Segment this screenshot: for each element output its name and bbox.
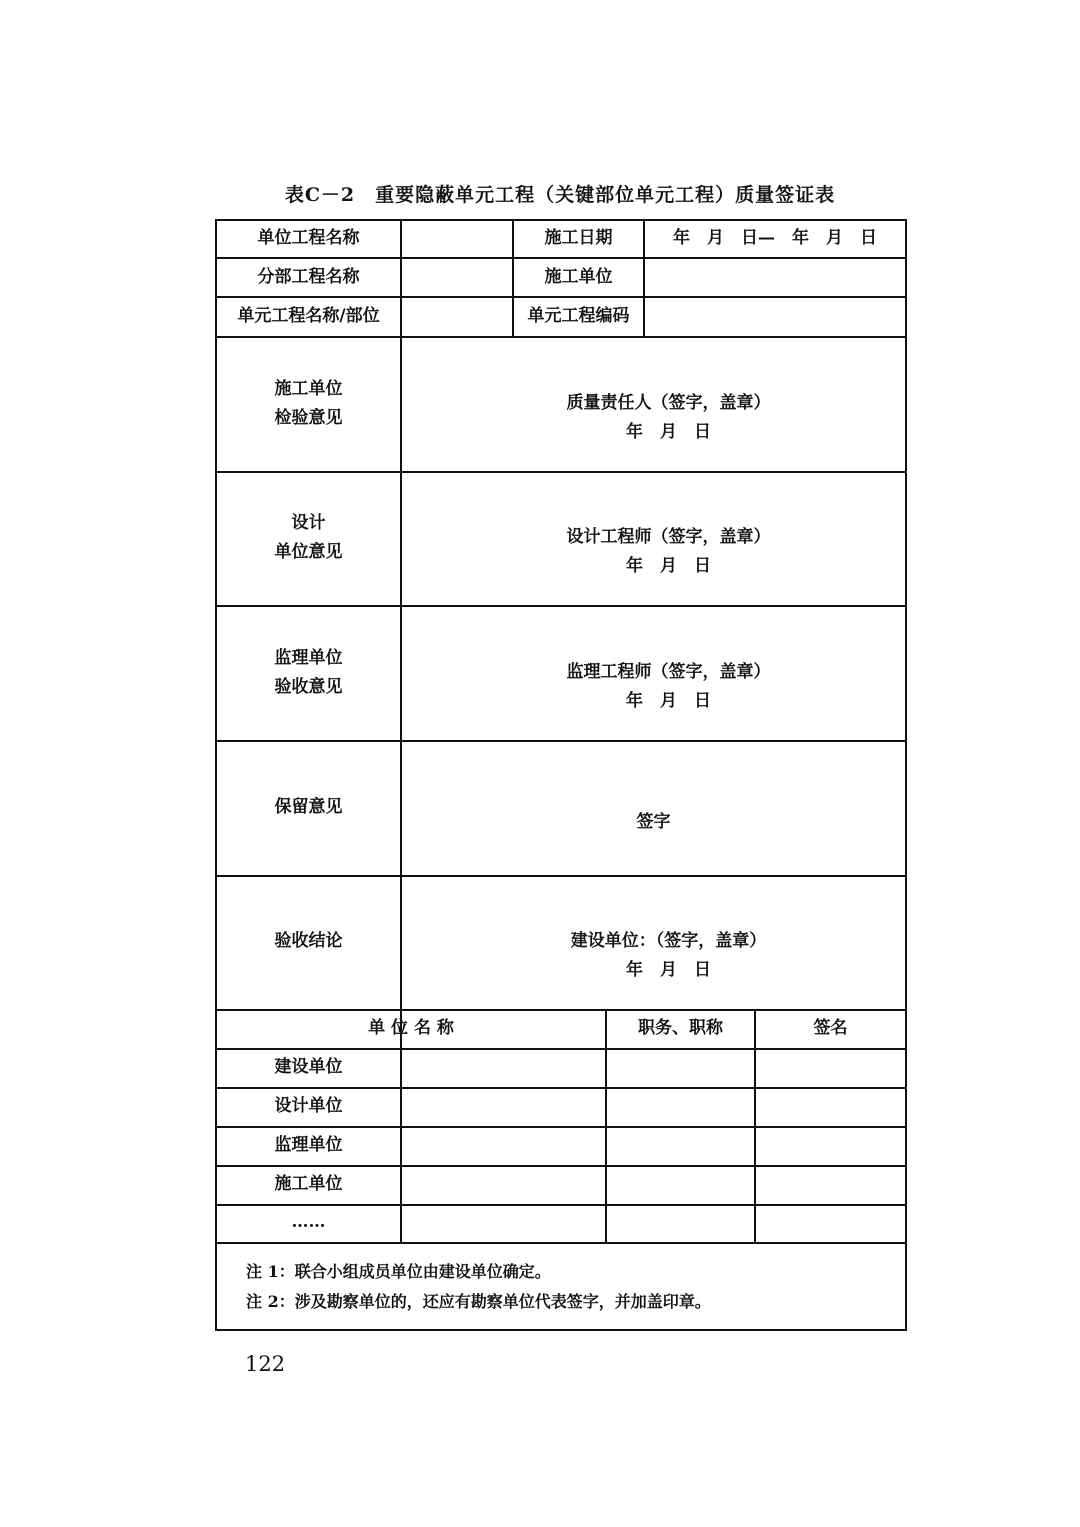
row-divider bbox=[215, 1204, 907, 1206]
row-divider bbox=[215, 1242, 907, 1244]
member-table-header-title: 职务、职称 bbox=[638, 1018, 723, 1038]
opinion-label: 保留意见 bbox=[274, 797, 343, 817]
column-divider bbox=[605, 1009, 607, 1242]
construction-date-label: 施工日期 bbox=[544, 228, 613, 248]
row-divider bbox=[215, 605, 907, 607]
member-row-label: 施工单位 bbox=[274, 1174, 343, 1194]
member-table-header-signature: 签名 bbox=[813, 1018, 848, 1038]
member-row-label: 监理单位 bbox=[274, 1135, 343, 1155]
opinion-signature: 设计工程师（签字，盖章） 年 月 日 bbox=[566, 527, 771, 576]
row-divider bbox=[215, 740, 907, 742]
row-divider bbox=[215, 1009, 907, 1011]
unit-project-name-label: 单位工程名称 bbox=[257, 228, 360, 248]
page-number: 122 bbox=[245, 1352, 286, 1376]
note-2: 注 2：涉及勘察单位的，还应有勘察单位代表签字，并加盖印章。 bbox=[246, 1292, 711, 1311]
row-divider bbox=[215, 1165, 907, 1167]
member-row-label: 建设单位 bbox=[274, 1057, 343, 1077]
construction-unit-label: 施工单位 bbox=[544, 267, 613, 287]
form-title: 表C－2 重要隐蔽单元工程（关键部位单元工程）质量签证表 bbox=[284, 184, 836, 206]
unit-work-name-part-label: 单元工程名称/部位 bbox=[237, 306, 380, 326]
column-divider bbox=[400, 219, 402, 1242]
opinion-signature: 建设单位：（签字，盖章） 年 月 日 bbox=[570, 931, 767, 980]
row-divider bbox=[215, 257, 907, 259]
member-table-header-unit: 单 位 名 称 bbox=[368, 1018, 454, 1038]
unit-work-code-label: 单元工程编码 bbox=[527, 306, 630, 326]
construction-date-value: 年 月 日— 年 月 日 bbox=[673, 228, 877, 248]
row-divider bbox=[215, 1048, 907, 1050]
row-divider bbox=[215, 296, 907, 298]
opinion-signature: 质量责任人（签字，盖章） 年 月 日 bbox=[566, 393, 771, 442]
row-divider bbox=[215, 471, 907, 473]
note-1: 注 1：联合小组成员单位由建设单位确定。 bbox=[246, 1262, 551, 1281]
opinion-label: 设计 单位意见 bbox=[274, 513, 343, 562]
row-divider bbox=[215, 1087, 907, 1089]
opinion-label: 监理单位 验收意见 bbox=[274, 648, 343, 697]
opinion-label: 验收结论 bbox=[274, 931, 343, 951]
column-divider bbox=[754, 1009, 756, 1242]
sub-project-name-label: 分部工程名称 bbox=[257, 267, 360, 287]
opinion-signature: 签字 bbox=[636, 812, 671, 832]
row-divider bbox=[215, 336, 907, 338]
member-row-label: …… bbox=[291, 1212, 326, 1232]
member-row-label: 设计单位 bbox=[274, 1096, 343, 1116]
opinion-signature: 监理工程师（签字，盖章） 年 月 日 bbox=[566, 662, 771, 711]
row-divider bbox=[215, 875, 907, 877]
opinion-label: 施工单位 检验意见 bbox=[274, 379, 343, 428]
row-divider bbox=[215, 1126, 907, 1128]
